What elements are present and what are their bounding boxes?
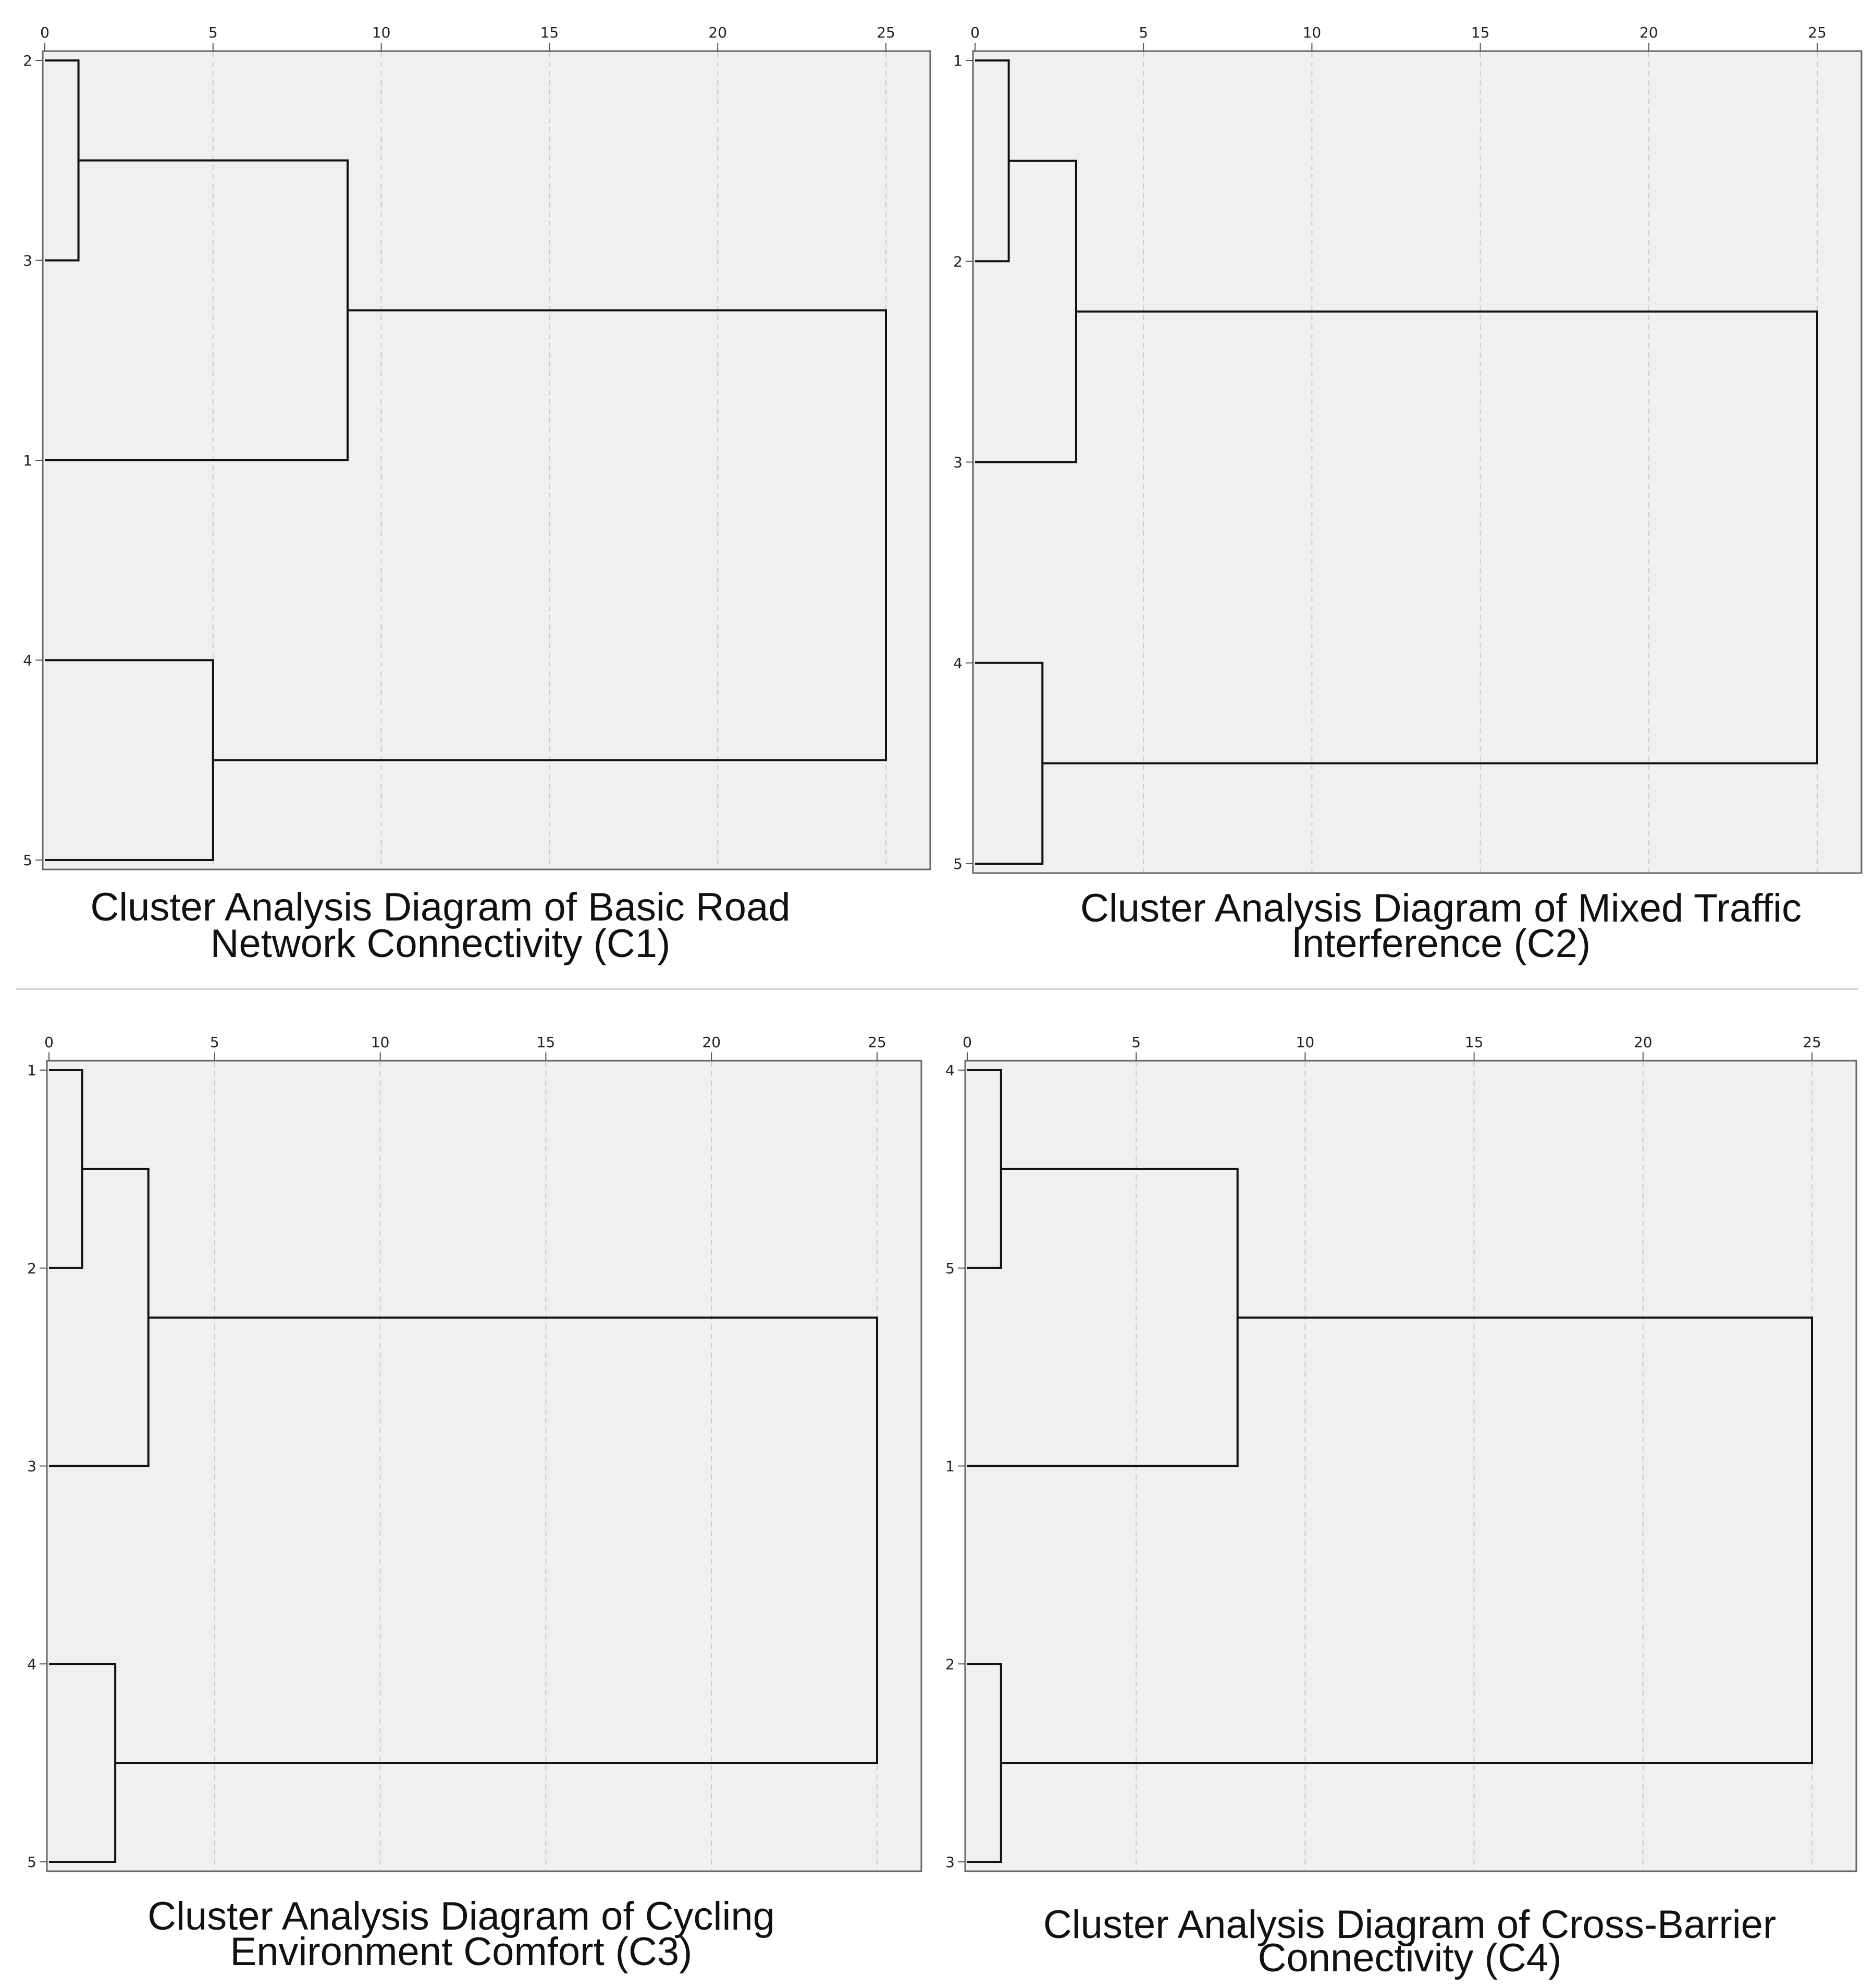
x-tick-label: 25 [1803, 1034, 1821, 1051]
leaf-label: 3 [953, 453, 963, 471]
leaf-label: 5 [945, 1259, 955, 1277]
x-tick-label: 25 [877, 24, 895, 41]
leaf-label: 1 [953, 52, 963, 69]
x-tick-label: 20 [1633, 1034, 1653, 1051]
leaf-label: 1 [23, 452, 32, 469]
plot-area [973, 51, 1861, 873]
x-tick-label: 15 [540, 24, 559, 41]
dendrogram-panel-1 [23, 24, 930, 966]
x-tick-label: 15 [536, 1034, 556, 1051]
leaf-label: 2 [23, 52, 32, 69]
x-tick-label: 15 [1464, 1034, 1484, 1051]
panel-caption-line: Cluster Analysis Diagram of Basic Road [90, 885, 791, 929]
leaf-label: 4 [945, 1062, 955, 1079]
leaf-label: 2 [945, 1655, 955, 1673]
dendrogram-panel-3 [27, 1034, 921, 1974]
leaf-label: 4 [27, 1655, 36, 1673]
x-tick-label: 20 [702, 1034, 721, 1051]
panel-caption-line: Network Connectivity (C1) [210, 922, 671, 966]
panel-caption-line: Cluster Analysis Diagram of Cycling [147, 1894, 775, 1938]
x-tick-label: 10 [372, 24, 391, 41]
x-tick-label: 20 [1639, 24, 1658, 41]
leaf-label: 3 [23, 252, 32, 269]
leaf-label: 4 [953, 654, 963, 672]
x-tick-label: 5 [1139, 24, 1149, 41]
leaf-label: 1 [27, 1062, 36, 1079]
x-tick-label: 0 [40, 24, 50, 41]
leaf-label: 2 [27, 1259, 36, 1277]
x-tick-label: 0 [963, 1034, 972, 1051]
leaf-label: 1 [945, 1457, 955, 1475]
x-tick-label: 10 [1302, 24, 1322, 41]
dendrogram-panel-2 [953, 24, 1861, 966]
panel-caption-line: Interference (C2) [1291, 922, 1591, 966]
dendrogram-panel-4 [945, 1034, 1856, 1980]
panel-caption-line: Cluster Analysis Diagram of Mixed Traffic [1080, 886, 1802, 930]
panel-caption-line: Environment Comfort (C3) [230, 1930, 693, 1974]
x-tick-label: 0 [44, 1034, 54, 1051]
x-tick-label: 25 [1808, 24, 1827, 41]
panel-caption-line: Connectivity (C4) [1257, 1936, 1562, 1980]
x-tick-label: 15 [1471, 24, 1490, 41]
x-tick-label: 25 [868, 1034, 886, 1051]
leaf-label: 3 [945, 1854, 955, 1871]
leaf-label: 5 [27, 1854, 36, 1871]
x-tick-label: 5 [208, 24, 218, 41]
x-tick-label: 0 [970, 24, 980, 41]
leaf-label: 2 [953, 253, 963, 271]
x-tick-label: 5 [209, 1034, 219, 1051]
leaf-label: 5 [23, 852, 32, 869]
plot-area [47, 1061, 921, 1871]
x-tick-label: 5 [1131, 1034, 1141, 1051]
panel-caption-line: Cluster Analysis Diagram of Cross-Barrier [1043, 1903, 1777, 1947]
leaf-label: 4 [23, 652, 32, 669]
x-tick-label: 10 [371, 1034, 390, 1051]
leaf-label: 3 [27, 1457, 36, 1475]
leaf-label: 5 [953, 855, 963, 873]
x-tick-label: 10 [1296, 1034, 1315, 1051]
x-tick-label: 20 [708, 24, 728, 41]
